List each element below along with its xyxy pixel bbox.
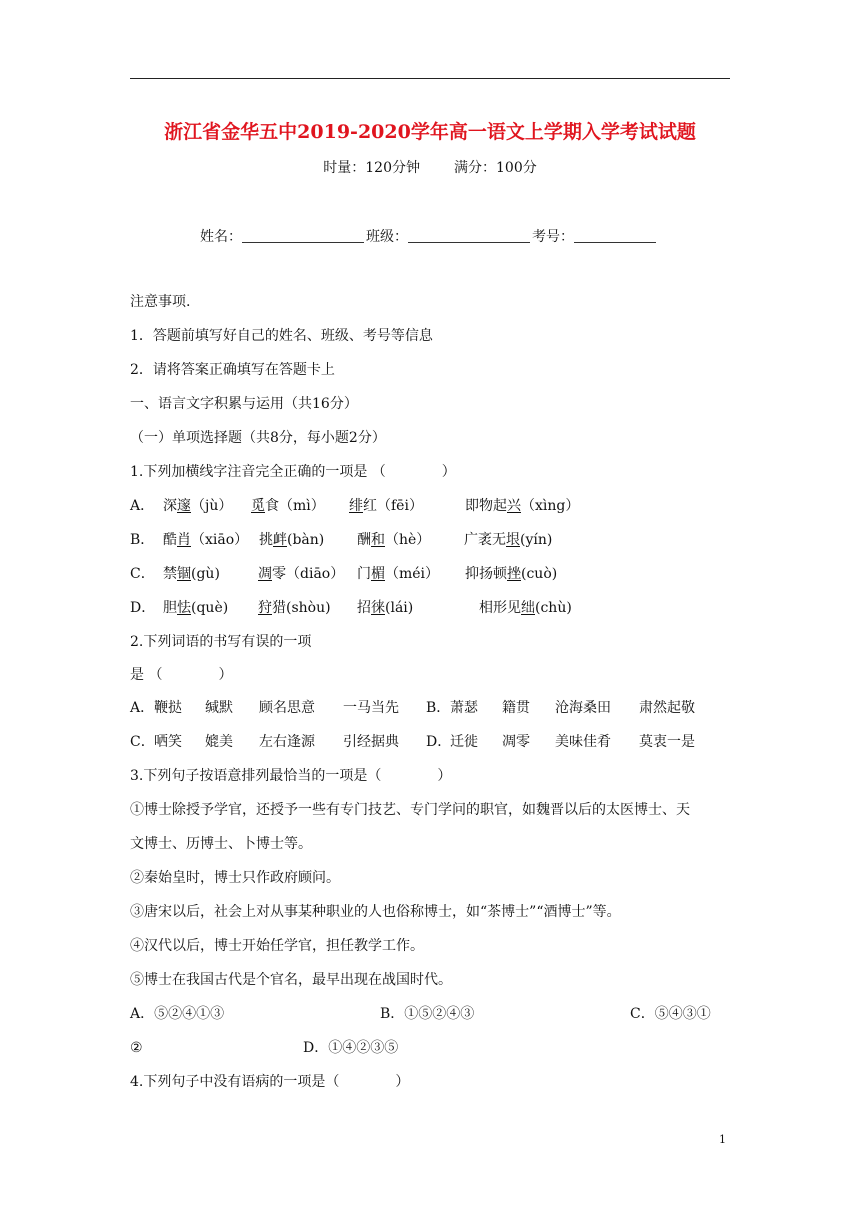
word-item: 凋零 [502, 734, 530, 750]
pinyin-item [465, 565, 557, 583]
underlined-char: 狩 [258, 600, 272, 616]
note-2: 2．请将答案正确填写在答题卡上 [130, 362, 335, 378]
exam-meta [0, 157, 860, 177]
page-number: 1 [719, 1133, 726, 1146]
item-pinyin: （xìng） [521, 498, 580, 514]
underlined-char: 兴 [507, 498, 521, 514]
word-item: 顾名思意 [259, 700, 315, 716]
pinyin-item [163, 497, 232, 515]
pinyin-item [163, 599, 228, 617]
item-prefix: 广袤无 [464, 532, 506, 548]
item-pinyin: (lái) [385, 600, 414, 616]
option-label: B． [426, 700, 451, 716]
question-2-stem: 2.下列词语的书写有误的一项 [130, 634, 312, 650]
pinyin-item [357, 531, 430, 549]
pinyin-item [349, 497, 423, 515]
underlined-char: 绯 [349, 498, 363, 514]
item-prefix: 招 [357, 600, 371, 616]
item-pinyin: (què) [191, 600, 229, 616]
item-prefix: 相形见 [479, 600, 521, 616]
underlined-char: 挫 [507, 566, 521, 582]
option-label: D． [130, 600, 156, 616]
item-pinyin: (cuò) [521, 566, 558, 582]
word-item: 莫衷一是 [639, 734, 695, 750]
question-3-option-a: A．⑤②④①③ [130, 1006, 225, 1022]
word-item: 肃然起敬 [639, 700, 695, 716]
item-pinyin: 猎(shòu) [272, 600, 331, 616]
word-item: 左右逢源 [259, 734, 315, 750]
pinyin-item [258, 599, 331, 617]
student-info-fields [200, 226, 658, 246]
question-3-option-b: B．①⑤②④③ [380, 1006, 475, 1022]
note-1: 1．答题前填写好自己的姓名、班级、考号等信息 [130, 328, 433, 344]
name-label: 姓名： [200, 229, 242, 245]
notes-heading: 注意事项. [130, 294, 191, 310]
pinyin-item [163, 531, 248, 549]
question-4-stem: 4.下列句子中没有语病的一项是（ ） [130, 1074, 410, 1090]
underlined-char: 衅 [273, 532, 287, 548]
pinyin-item [258, 565, 344, 583]
pinyin-item [479, 599, 572, 617]
word-item: 缄默 [205, 700, 233, 716]
pinyin-item [464, 531, 552, 549]
underlined-char: 怯 [177, 600, 191, 616]
option-label: A． [130, 498, 155, 514]
pinyin-item [357, 599, 413, 617]
word-item: 迁徙 [450, 734, 478, 750]
part-heading: （一）单项选择题（共8分，每小题2分） [130, 430, 386, 446]
number-blank [574, 228, 656, 243]
item-pinyin: (gù) [191, 566, 220, 582]
word-item: 沧海桑田 [555, 700, 611, 716]
word-item: 萧瑟 [450, 700, 478, 716]
item-prefix: 胆 [163, 600, 177, 616]
class-label: 班级： [366, 229, 408, 245]
item-prefix: 深 [163, 498, 177, 514]
question-3-option-d: D．①④②③⑤ [303, 1040, 399, 1056]
section-heading: 一、语言文字积累与运用（共16分） [130, 396, 358, 412]
underlined-char: 楣 [371, 566, 385, 582]
item-prefix: 抑扬顿 [465, 566, 507, 582]
name-blank [242, 228, 364, 243]
item-pinyin: (bàn) [287, 532, 325, 548]
exam-time: 时量：120分钟 [323, 160, 420, 176]
sentence-1-cont: 文博士、历博士、卜博士等。 [130, 836, 312, 852]
sentence-4: ④汉代以后，博士开始任学官，担任教学工作。 [130, 938, 424, 954]
word-item: 籍贯 [502, 700, 530, 716]
page-title: 浙江省金华五中2019-2020学年高一语文上学期入学考试试题 [164, 121, 696, 143]
item-pinyin: （jù） [191, 498, 233, 514]
option-label: A． [130, 700, 155, 716]
item-pinyin: (yín) [520, 532, 553, 548]
class-blank [408, 228, 530, 243]
number-label: 考号： [532, 229, 574, 245]
question-3-option-c-cont: ② [130, 1040, 143, 1056]
question-1-stem: 1.下列加横线字注音完全正确的一项是 （ ） [130, 464, 456, 480]
exam-score: 满分：100分 [454, 160, 537, 176]
underlined-char: 和 [371, 532, 385, 548]
item-prefix: 酷 [163, 532, 177, 548]
underlined-char: 锢 [177, 566, 191, 582]
item-prefix: 即物起 [465, 498, 507, 514]
question-2-stem-cont: 是 （ ） [130, 667, 233, 683]
pinyin-item [357, 565, 439, 583]
word-item: 一马当先 [343, 700, 399, 716]
item-pinyin: 红（fēi） [363, 498, 423, 514]
item-prefix: 禁 [163, 566, 177, 582]
underlined-char: 肖 [177, 532, 191, 548]
item-prefix: 门 [357, 566, 371, 582]
word-item: 引经据典 [343, 734, 399, 750]
word-item: 鞭挞 [154, 700, 182, 716]
underlined-char: 邃 [177, 498, 191, 514]
underlined-char: 觅 [251, 498, 265, 514]
sentence-5: ⑤博士在我国古代是个官名，最早出现在战国时代。 [130, 972, 452, 988]
question-3-stem: 3.下列句子按语意排列最恰当的一项是（ ） [130, 768, 452, 784]
underlined-char: 凋 [258, 566, 272, 582]
pinyin-item [163, 565, 220, 583]
question-3-option-c: C．⑤④③① [630, 1006, 711, 1022]
option-label: C． [130, 566, 155, 582]
sentence-2: ②秦始皇时，博士只作政府顾问。 [130, 870, 340, 886]
option-label: B． [130, 532, 155, 548]
item-pinyin: （hè） [385, 532, 431, 548]
option-label: C． [130, 734, 155, 750]
pinyin-item [465, 497, 579, 515]
word-item: 媲美 [205, 734, 233, 750]
item-pinyin: （xiāo） [191, 532, 249, 548]
underlined-char: 垠 [506, 532, 520, 548]
word-item: 美味佳肴 [555, 734, 611, 750]
item-pinyin: 食（mì） [265, 498, 325, 514]
item-pinyin: （méi） [385, 566, 440, 582]
item-pinyin: (chù) [535, 600, 572, 616]
item-prefix: 酬 [357, 532, 371, 548]
item-pinyin: 零（diāo） [272, 566, 345, 582]
underlined-char: 绌 [521, 600, 535, 616]
item-prefix: 挑 [259, 532, 273, 548]
word-item: 哂笑 [154, 734, 182, 750]
pinyin-item [251, 497, 325, 515]
sentence-3: ③唐宋以后，社会上对从事某种职业的人也俗称博士，如“茶博士”“酒博士”等。 [130, 904, 621, 920]
option-label: D． [426, 734, 452, 750]
underlined-char: 徕 [371, 600, 385, 616]
sentence-1: ①博士除授予学官，还授予一些有专门技艺、专门学问的职官，如魏晋以后的太医博士、天 [130, 802, 690, 818]
pinyin-item [259, 531, 324, 549]
header-rule [130, 78, 730, 79]
